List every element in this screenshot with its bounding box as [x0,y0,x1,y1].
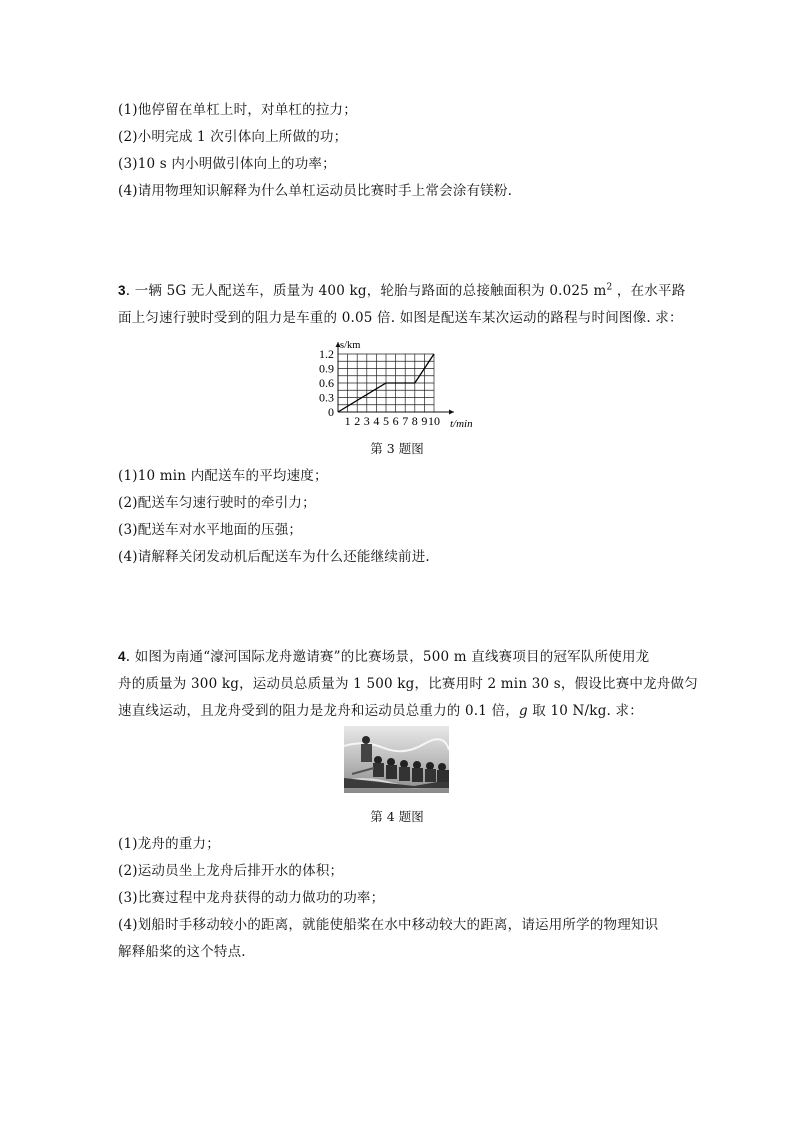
q3-item-2: (2)配送车匀速行驶时的牵引力； [118,495,316,511]
q3-number: 3 [118,283,126,298]
x-tick-label: 6 [392,414,399,428]
q4-figure-caption: 第 4 题图 [370,809,424,824]
q3-figure-caption: 第 3 题图 [370,441,424,456]
q2-item-1: (1)他停留在单杠上时，对单杠的拉力； [118,102,357,118]
y-tick-label: 0.6 [319,376,334,390]
distance-time-chart [300,336,490,432]
x-axis-label: t/min [450,418,473,430]
x-tick-label: 3 [363,414,370,428]
q2-item-2: (2)小明完成 1 次引体向上所做的功； [118,129,348,145]
x-tick-label: 10 [428,414,440,428]
q3-item-3: (3)配送车对水平地面的压强； [118,522,303,538]
q4-item-2: (2)运动员坐上龙舟后排开水的体积； [118,863,344,879]
chart-axes [336,342,455,415]
q4-item-1: (1)龙舟的重力； [118,836,220,852]
q3-stem-line-1: 3. 一辆 5G 无人配送车，质量为 400 kg，轮胎与路面的总接触面积为 0.025 $m^2$ ，在水平路 [118,282,686,299]
q3-item-4: (4)请解释关闭发动机后配送车为什么还能继续前进. [118,549,430,565]
q4-stem-line-1: 4. 如图为南通“濠河国际龙舟邀请赛”的比赛场景，500 m 直线赛项目的冠军队所使用龙 [118,649,650,665]
q3-stem-line-2: 面上匀速行驶时受到的阻力是车重的 0.05 倍. 如图是配送车某次运动的路程与时间图像. 求： [118,310,683,326]
x-tick-label: 8 [411,414,418,428]
q4-stem-line-2: 舟的质量为 300 kg，运动员总质量为 1 500 kg，比赛用时 2 min 30 s，假设比赛中龙舟做匀 [118,676,698,692]
x-tick-label: 2 [354,414,361,428]
y-tick-label: 0 [328,405,334,419]
x-tick-label: 7 [402,414,409,428]
q4-item-3: (3)比赛过程中龙舟获得的动力做功的功率； [118,890,385,906]
y-axis-label: s/km [340,340,361,351]
y-tick-label: 1.2 [319,347,334,361]
y-tick-label: 0.9 [319,361,334,376]
dragon-boat-photo [344,726,449,793]
x-axis-arrow [449,410,454,415]
q2-item-4: (4)请用物理知识解释为什么单杠运动员比赛时手上常会涂有镁粉. [118,183,513,199]
q4-item-4-continued: 解释船桨的这个特点. [118,944,246,960]
q3-item-1: (1)10 min 内配送车的平均速度； [118,468,328,484]
q4-stem-line-3: 速直线运动，且龙舟受到的阻力是龙舟和运动员总重力的 0.1 倍，g 取 10 N/kg. 求： [118,703,643,719]
q2-item-3: (3)10 s 内小明做引体向上的功率； [118,156,336,172]
y-tick-label: 0.3 [319,390,334,405]
x-tick-label: 4 [373,414,380,428]
x-tick-label: 1 [344,414,351,428]
x-tick-label: 9 [421,414,428,428]
x-tick-label: 5 [383,414,389,428]
q4-number: 4 [118,649,126,664]
q4-item-4: (4)划船时手移动较小的距离，就能使船桨在水中移动较大的距离，请运用所学的物理知识 [118,917,659,933]
